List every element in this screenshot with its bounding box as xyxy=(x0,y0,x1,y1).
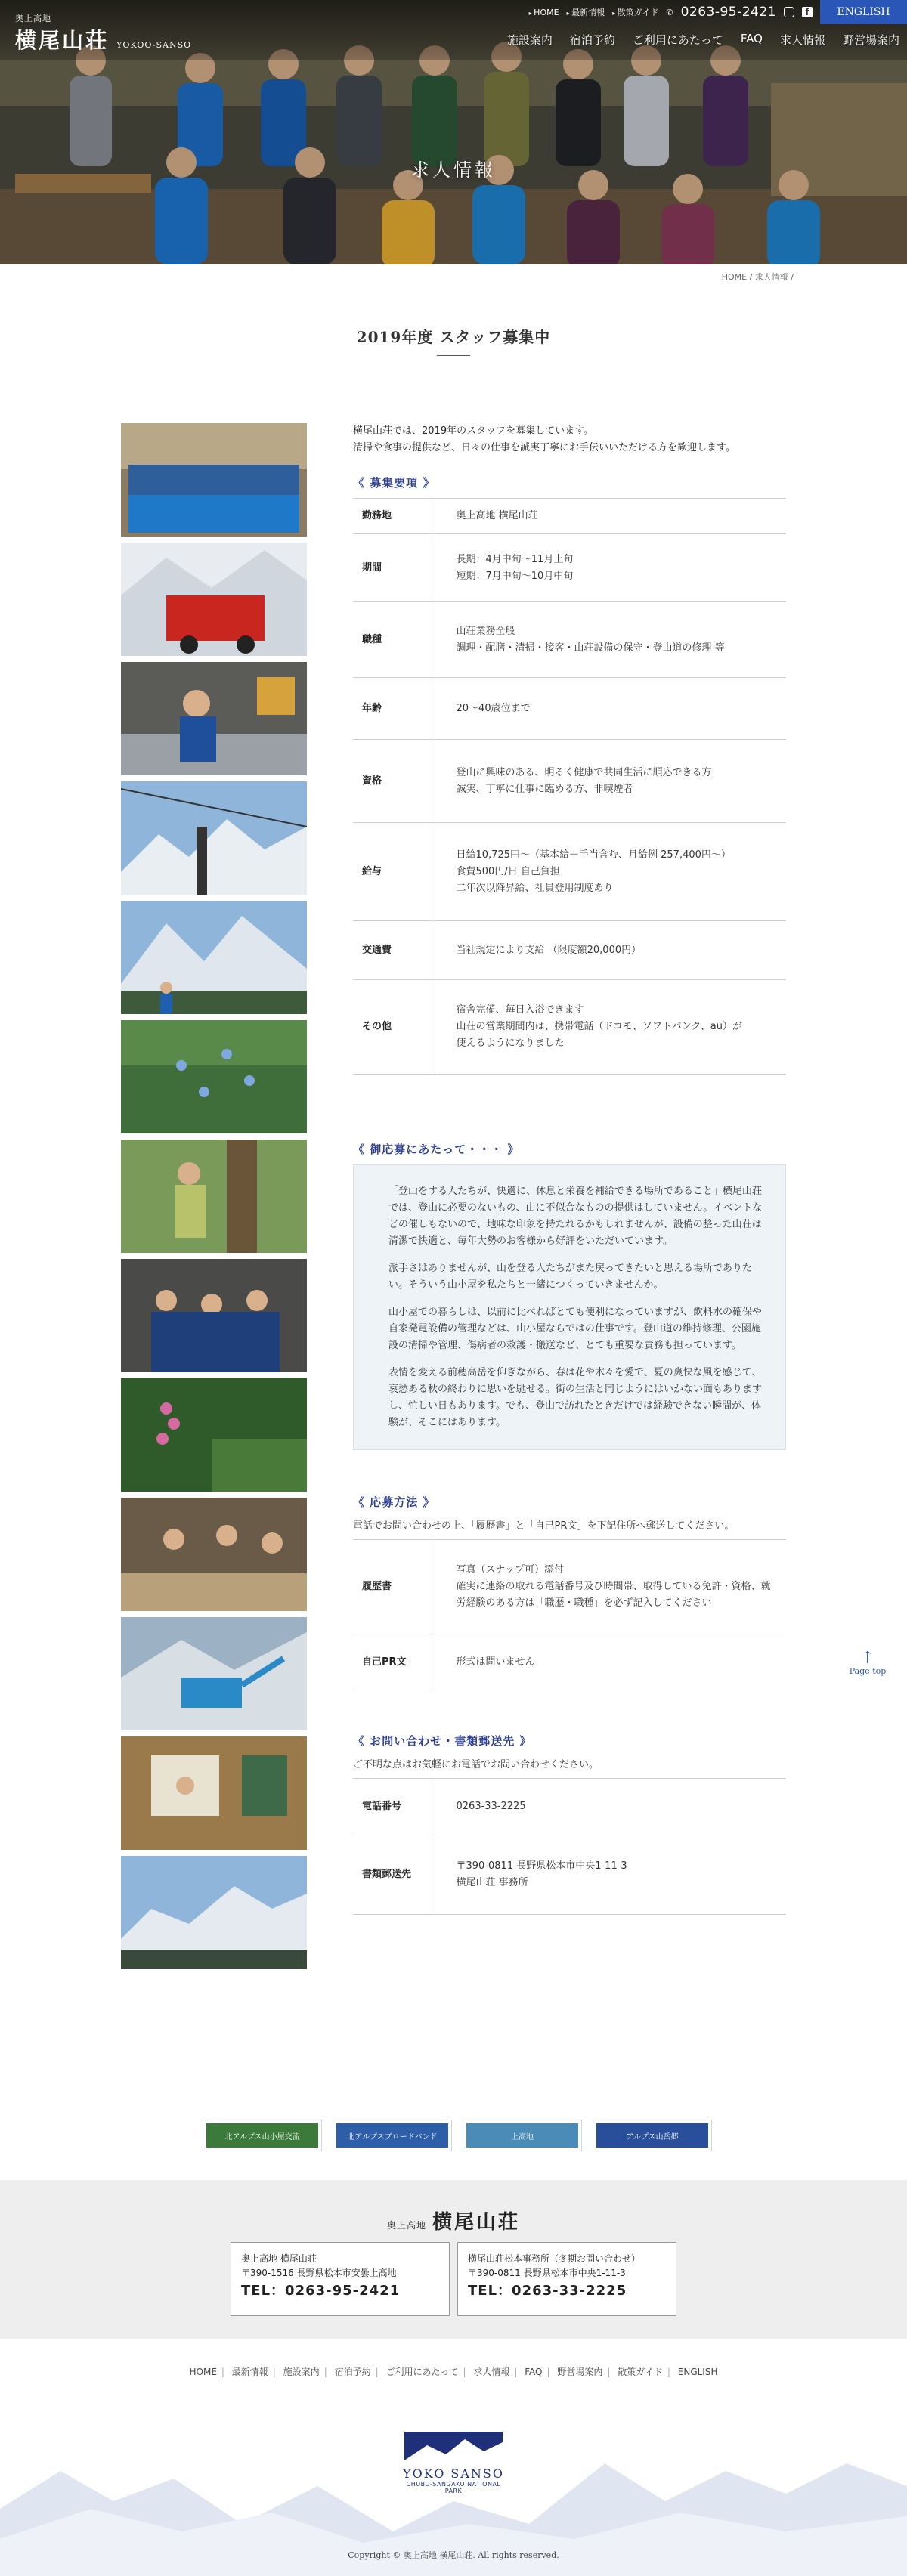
photo-column xyxy=(121,423,307,1975)
photo-dining xyxy=(121,1498,307,1611)
table-row xyxy=(353,1835,786,1915)
row-line: 20〜40歳位まで xyxy=(456,702,531,714)
footer-nav: HOME | 最新情報 | 施設案内 | 宿泊予約 | ご利用にあたって | 求人情報 | FAQ | 野営場案内 | 散策ガイド | ENGLISH xyxy=(189,2367,718,2377)
row-line: 誠実、丁寧に仕事に臨める方、非喫煙者 xyxy=(456,783,633,795)
application-table xyxy=(353,1539,786,1690)
row-value xyxy=(435,1779,786,1835)
footer-logo-name: 横尾山荘 xyxy=(432,2211,521,2234)
partner-banners xyxy=(203,2120,712,2151)
english-button[interactable]: ENGLISH xyxy=(820,0,907,24)
footer-logo-sub: 奥上高地 xyxy=(386,2220,426,2231)
photo-snowy-peaks xyxy=(121,1856,307,1969)
row-value xyxy=(435,534,786,602)
applying-paragraph: 派手さはありませんが、山を登る人たちがまた戻ってきたいと思える場所でありたい。そういう山小屋を私たちと一緒につくっていきませんか。 xyxy=(388,1263,753,1291)
footer-link[interactable]: 宿泊予約 xyxy=(334,2367,371,2377)
photo-blue-flowers xyxy=(121,1020,307,1133)
row-value xyxy=(435,1540,786,1634)
table-row xyxy=(353,602,786,678)
photo-trail-work xyxy=(121,1140,307,1253)
row-line: 山荘業務全般 xyxy=(456,625,515,637)
banner-1[interactable] xyxy=(203,2120,322,2151)
util-link-guide[interactable]: ▸ 散策ガイド xyxy=(612,6,658,18)
table-row xyxy=(353,534,786,602)
hero xyxy=(0,0,907,264)
footer-link[interactable]: HOME xyxy=(189,2367,217,2377)
row-line: 当社規定により支給 （限度額20,000円） xyxy=(456,944,642,956)
breadcrumb[interactable]: HOME / 求人情報 / xyxy=(721,272,794,282)
row-value xyxy=(435,1835,786,1915)
photo-excavator xyxy=(121,1617,307,1730)
header-tel[interactable]: 0263-95-2421 xyxy=(680,5,776,20)
requirements-title: 《 募集要項 》 xyxy=(353,476,435,490)
row-value xyxy=(435,823,786,921)
nav-facilities[interactable]: 施設案内 xyxy=(506,33,553,47)
photo-mountain-hikers xyxy=(121,901,307,1014)
nav-reservation[interactable]: 宿泊予約 xyxy=(569,33,615,47)
footer-emblem xyxy=(401,2432,506,2494)
row-line: 登山に興味のある、明るく健康で共同生活に順応できる方 xyxy=(456,766,712,778)
logo-name: 横尾山荘 xyxy=(15,28,110,53)
util-link-home[interactable]: ▸ HOME xyxy=(529,8,559,17)
global-nav xyxy=(507,32,899,48)
logo-english: YOKOO-SANSO xyxy=(116,40,192,50)
facebook-icon[interactable]: f xyxy=(802,7,813,17)
row-value xyxy=(435,602,786,678)
utility-nav xyxy=(529,5,813,20)
photo-snowblower xyxy=(121,543,307,656)
applying-paragraph: 「登山をする人たちが、快適に、休息と栄養を補給できる場所であること」横尾山荘では、登山に必要のないもの、山に不似合なものの提供はしていません。イベントなどの催しもないので、地味な印象を持たれるかもしれませんが、設備の整った山荘は清潔で快適と、毎年大勢のお客様から好評をいただいています。 xyxy=(388,1186,763,1247)
footer-info xyxy=(0,2180,907,2339)
arrow-up-icon: ↑ xyxy=(860,1649,875,1668)
row-label: 自己PR文 xyxy=(353,1634,435,1690)
emblem-subtitle: CHUBU-SANGAKU NATIONAL PARK xyxy=(406,2481,501,2494)
photo-ropeway xyxy=(121,781,307,895)
row-line: 確実に連絡の取れる電話番号及び時間帯、取得している免許・資格、就労経験のある方は「職歴・職種」を必ず記入してください xyxy=(456,1581,771,1609)
footer-address-office xyxy=(457,2242,676,2316)
row-value xyxy=(435,1634,786,1690)
row-label: 交通費 xyxy=(353,921,435,980)
application-method-lead: 電話でお問い合わせの上、「履歴書」と「自己PR文」を下記住所へ郵送してください。 xyxy=(353,1520,735,1532)
row-line: 写真（スナップ可）添付 xyxy=(456,1564,564,1576)
row-line: 調理・配膳・清掃・接客・山荘設備の保守・登山道の修理 等 xyxy=(456,642,725,654)
row-label: 電話番号 xyxy=(353,1779,435,1835)
row-line: 奥上高地 横尾山荘 xyxy=(456,510,538,521)
instagram-icon[interactable] xyxy=(784,7,794,17)
photo-hut-window xyxy=(121,1736,307,1850)
intro-line-2: 清掃や食事の提供など、日々の仕事を誠実丁寧にお手伝いいただける方を歓迎します。 xyxy=(353,442,735,453)
row-label: 勤務地 xyxy=(353,499,435,534)
nav-faq[interactable]: FAQ xyxy=(740,32,763,45)
page-title: 2019年度 スタッフ募集中 xyxy=(356,328,551,346)
footer-address-hut xyxy=(231,2242,450,2316)
table-row xyxy=(353,823,786,921)
banner-label: アルプス山岳郷 xyxy=(596,2123,708,2148)
footer-tel-office[interactable]: TEL：0263-33-2225 xyxy=(468,2283,627,2299)
contact-table xyxy=(353,1778,786,1915)
table-row xyxy=(353,678,786,740)
row-label: その他 xyxy=(353,980,435,1075)
row-line: 〒390-0811 長野県松本市中央1-11-3 xyxy=(456,1860,627,1872)
site-header xyxy=(0,0,907,60)
contact-lead: ご不明な点はお気軽にお電話でお問い合わせください。 xyxy=(353,1759,599,1770)
row-line: 使えるようになりました xyxy=(456,1038,565,1049)
row-line: 形式は問いません xyxy=(456,1656,535,1668)
row-value xyxy=(435,980,786,1075)
applying-title: 《 御応募にあたって・・・ 》 xyxy=(353,1143,520,1156)
footer-link[interactable]: ご利用にあたって xyxy=(385,2367,459,2377)
page-top-label: Page top xyxy=(849,1666,887,1676)
copyright: Copyright © 奥上高地 横尾山荘. All rights reserved. xyxy=(348,2550,559,2560)
footer-link[interactable]: 施設案内 xyxy=(283,2367,320,2377)
contact-phone[interactable]: 0263-33-2225 xyxy=(456,1801,526,1812)
footer-link[interactable]: FAQ xyxy=(525,2367,543,2377)
logo-subtitle: 奥上高地 xyxy=(15,14,51,23)
table-row xyxy=(353,499,786,534)
row-label: 期間 xyxy=(353,534,435,602)
contact-title: 《 お問い合わせ・書類郵送先 》 xyxy=(353,1734,532,1748)
footer-link[interactable]: 散策ガイド xyxy=(618,2367,663,2377)
footer-tel-hut[interactable]: TEL：0263-95-2421 xyxy=(241,2283,401,2299)
nav-usage[interactable]: ご利用にあたって xyxy=(632,33,723,47)
footer-link[interactable]: 最新情報 xyxy=(231,2367,268,2377)
banner-2[interactable] xyxy=(333,2120,452,2151)
table-row xyxy=(353,1540,786,1634)
photo-kitchen xyxy=(121,662,307,775)
row-line: 宿舎完備、毎日入浴できます xyxy=(456,1004,584,1016)
phone-icon: ✆ xyxy=(666,7,673,17)
address-line: 横尾山荘松本事務所（冬期お問い合わせ） xyxy=(468,2253,641,2264)
photo-pink-flowers xyxy=(121,1378,307,1492)
banner-3[interactable] xyxy=(463,2120,582,2151)
banner-4[interactable] xyxy=(593,2120,712,2151)
main-content xyxy=(353,423,786,1915)
nav-recruit[interactable]: 求人情報 xyxy=(779,33,825,47)
row-value xyxy=(435,740,786,823)
util-link-news[interactable]: ▸ 最新情報 xyxy=(567,6,605,18)
photo-staff-group xyxy=(121,423,307,537)
row-line: 長期：4月中旬〜11月上旬 xyxy=(456,553,574,565)
table-row xyxy=(353,921,786,980)
address-line: 〒390-1516 長野県松本市安曇上高地 xyxy=(241,2268,397,2278)
footer-link[interactable]: 野営場案内 xyxy=(557,2367,603,2377)
emblem-logo-icon xyxy=(404,2432,503,2460)
row-label: 履歴書 xyxy=(353,1540,435,1634)
address-line: 〒390-0811 長野県松本市中央1-11-3 xyxy=(468,2268,626,2278)
emblem-name: YOKO SANSO xyxy=(403,2466,504,2481)
site-logo[interactable] xyxy=(15,12,191,54)
intro-line-1: 横尾山荘では、2019年のスタッフを募集しています。 xyxy=(353,425,594,437)
row-line: 横尾山荘 事務所 xyxy=(456,1877,528,1888)
applying-message-box xyxy=(353,1164,786,1450)
requirements-table xyxy=(353,498,786,1075)
hero-title: 求人情報 xyxy=(411,159,496,181)
table-row xyxy=(353,1779,786,1835)
table-row xyxy=(353,980,786,1075)
row-label: 給与 xyxy=(353,823,435,921)
address-line: 奥上高地 横尾山荘 xyxy=(241,2253,317,2264)
banner-label: 上高地 xyxy=(466,2123,578,2148)
nav-campsite[interactable]: 野営場案内 xyxy=(842,33,899,47)
row-line: 山荘の営業期間内は、携帯電話（ドコモ、ソフトバンク、au）が xyxy=(456,1021,743,1032)
applying-paragraph: 山小屋での暮らしは、以前に比べればとても便利になっていますが、飲料水の確保や自家発電設備の管理などは、山小屋ならではの仕事です。登山道の維持修理、公園施設の清掃や管理、傷病者の救護・搬送など、とても重要な責務も担っています。 xyxy=(388,1307,763,1351)
page-top-button[interactable] xyxy=(848,1651,887,1676)
title-underline xyxy=(437,355,470,356)
row-label: 年齢 xyxy=(353,678,435,740)
photo-staff-smiling xyxy=(121,1259,307,1372)
row-label: 資格 xyxy=(353,740,435,823)
footer-logo[interactable] xyxy=(0,2206,907,2234)
table-row xyxy=(353,740,786,823)
row-label: 書類郵送先 xyxy=(353,1835,435,1915)
row-line: 日給10,725円〜（基本給＋手当含む、月給例 257,400円〜） xyxy=(456,849,731,861)
application-method-title: 《 応募方法 》 xyxy=(353,1495,435,1509)
row-label: 職種 xyxy=(353,602,435,678)
footer-link[interactable]: 求人情報 xyxy=(473,2367,510,2377)
row-line: 食費500円/日 自己負担 xyxy=(456,865,560,877)
footer-link[interactable]: ENGLISH xyxy=(677,2367,718,2377)
banner-label: 北アルプスブロードバンド xyxy=(336,2123,448,2148)
table-row xyxy=(353,1634,786,1690)
row-line: 二年次以降昇給、社員登用制度あり xyxy=(456,882,614,894)
banner-label: 北アルプス山小屋交流 xyxy=(206,2123,318,2148)
row-value xyxy=(435,678,786,740)
row-line: 短期：7月中旬〜10月中旬 xyxy=(456,570,574,582)
row-value xyxy=(435,921,786,980)
row-value xyxy=(435,499,786,534)
applying-paragraph: 表情を変える前穂高岳を仰ぎながら、春は花や木々を愛で、夏の爽快な風を感じて、哀愁ある秋の終わりに思いを馳せる。街の生活と同じようにはいかない面もありますし、忙しい日もあります。でも、登山で訪れたときだけでは経験できない瞬間が、体験が、そこにはあります。 xyxy=(388,1367,763,1428)
